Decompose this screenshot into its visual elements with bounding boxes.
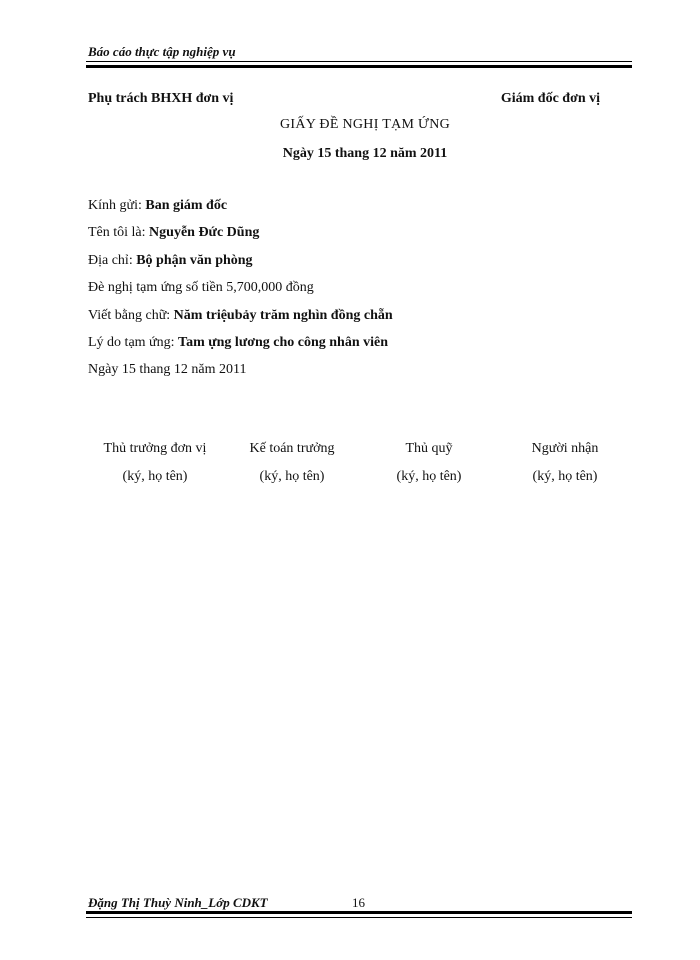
field-amount-in-words bbox=[88, 306, 628, 333]
field-value: Nguyễn Đức Dũng bbox=[149, 225, 260, 241]
page-header-text: Báo cáo thực tập nghiệp vụ bbox=[88, 44, 236, 59]
field-label: Kính gửi: bbox=[88, 198, 146, 213]
field-label: Địa chỉ: bbox=[88, 252, 137, 268]
bhxh-in-charge-label: Phụ trách BHXH đơn vị bbox=[88, 91, 234, 106]
page-number: 16 bbox=[352, 895, 365, 910]
document-date: Ngày 15 thang 12 năm 2011 bbox=[282, 146, 448, 161]
signature-title: Người nhận bbox=[531, 441, 599, 456]
field-reason bbox=[88, 333, 628, 360]
signature-cashier bbox=[364, 441, 494, 485]
signature-unit-head bbox=[90, 441, 220, 485]
field-recipient bbox=[88, 196, 628, 223]
signature-sub: (ký, họ tên) bbox=[532, 469, 598, 484]
field-value: Ban giám đốc bbox=[145, 198, 228, 213]
signature-sub: (ký, họ tên) bbox=[122, 469, 188, 484]
field-value: Bộ phận văn phòng bbox=[136, 252, 253, 268]
signature-sub: (ký, họ tên) bbox=[396, 469, 462, 484]
field-amount bbox=[88, 278, 628, 305]
footer-rule-thick bbox=[86, 911, 632, 914]
document-title: GIẤY ĐỀ NGHỊ TẠM ỨNG bbox=[279, 117, 451, 132]
field-label: Đè nghị tạm ứng số tiền 5,700,000 đồng bbox=[88, 280, 314, 296]
field-value: Tam ựng lương cho công nhân viên bbox=[178, 334, 389, 350]
field-name bbox=[88, 223, 628, 250]
field-label: Tên tôi là: bbox=[88, 225, 150, 241]
signature-title: Kế toán trưởng bbox=[249, 441, 335, 456]
footer-author-text: Đặng Thị Thuỳ Ninh_Lớp CDKT bbox=[88, 895, 268, 910]
signature-chief-accountant bbox=[227, 441, 357, 485]
footer-rule-thin bbox=[86, 917, 632, 918]
signature-title: Thủ trưởng đơn vị bbox=[103, 441, 207, 456]
field-value: Năm triệubảy trăm nghìn đồng chẵn bbox=[173, 307, 393, 323]
unit-director-label: Giám đốc đơn vị bbox=[500, 91, 600, 106]
signature-title: Thủ quỹ bbox=[405, 441, 453, 456]
field-address bbox=[88, 251, 628, 278]
field-date bbox=[88, 360, 628, 387]
header-rule-thick bbox=[86, 65, 632, 68]
signature-recipient bbox=[500, 441, 630, 485]
field-label: Viết bằng chữ: bbox=[88, 307, 174, 323]
signature-sub: (ký, họ tên) bbox=[259, 469, 325, 484]
header-rule-thin bbox=[86, 61, 632, 62]
field-label: Lý do tạm ứng: bbox=[88, 334, 179, 350]
field-label: Ngày 15 thang 12 năm 2011 bbox=[88, 362, 247, 378]
request-body bbox=[88, 196, 628, 388]
